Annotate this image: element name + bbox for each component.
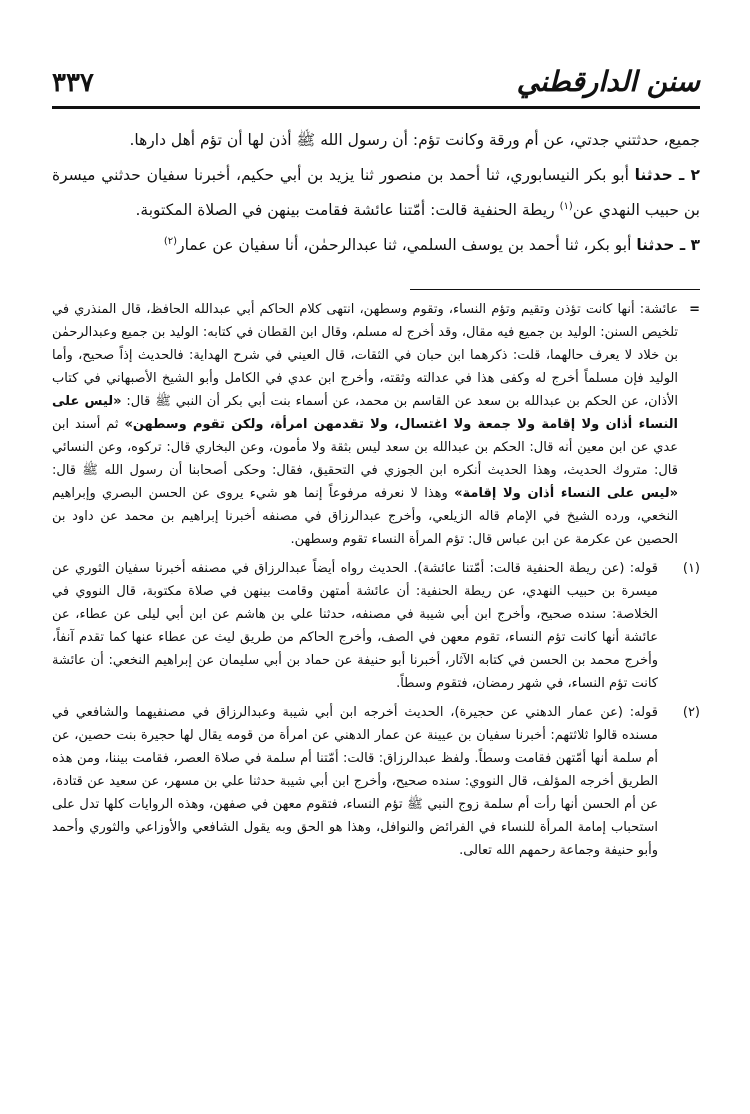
footnotes: [52, 298, 700, 862]
footnote-1-text: قوله: (عن ريطة الحنفية قالت: أمّتنا عائشة). الحديث رواه أيضاً عبدالرزاق في مصنفه أخبرنا سفيان الثوري عن ميسرة بن حبيب النهدي، عن ريطة الحنفية: أن عائشة أمتهن وقامت بينهن في صلاة مكتوبة، قال النووي في الخلاصة: سنده صحيح، وأخرج ابن أبي شيبة في مصنفه، حدثنا علي بن هاشم عن ابن أبي ليلى عن عطاء، عن عائشة أنها كانت تؤم النساء، تقوم معهن في الصف، وأخرج الحاكم من طريق ليث عن عطاء عنها كما تقدم آنفاً، وأخرج محمد بن الحسن في كتابه الآثار، أخبرنا أبو حنيفة عن حماد بن أبي سليمان عن إبراهيم النخعي: أن عائشة كانت تؤم النساء، في شهر رمضان، فتقوم وسطاً.: [52, 561, 658, 691]
footnote-continuation-quote-1: «ليس على النساء أذان ولا إقامة ولا جمعة ولا اغتسال، ولا تقدمهن امرأة، ولكن تقوم وسطهن»: [52, 394, 678, 432]
footnote-1: [52, 557, 700, 695]
footnote-2-text: قوله: (عن عمار الدهني عن حجيرة)، الحديث أخرجه ابن أبي شيبة وعبدالرزاق في مصنفيهما والشافعي في مسنده قالوا ثلاثتهم: أخبرنا سفيان بن عيينة عن عمار الدهني عن امرأة من قومه يقال لها حجيرة بنت حصين، عن أم سلمة أنها أمّتهن فقامت وسطاً. ولفظ عبدالرزاق: قالت: أمّتنا أم سلمة في صلاة العصر، فقامت بيننا، ومن هذه الطريق أخرجه المؤلف، قال النووي: سنده صحيح، وأخرج ابن أبي شيبة حدثنا علي بن مسهر، عن سعيد عن قتادة، عن أم الحسن أنها رأت أم سلمة زوج النبي ﷺ تؤم النساء، فتقوم معهن في صفهن، وهذه الروايات كلها تدل على استحباب إمامة المرأة للنساء في الفرائض والنوافل، وهذا هو الحق وبه يقول الشافعي والأوزاعي والثوري وأحمد وأبو حنيفة وجماعة رحمهم الله تعالى.: [52, 705, 658, 858]
footnote-continuation-text-2: ثم أسند ابن عدي عن ابن معين أنه قال: الحكم بن عبدالله بن سعد ليس بثقة ولا مأمون، وعن البخاري قال: تركوه، وعن النسائي قال: متروك الحديث، وهذا الحديث أنكره ابن الجوزي في التحقيق، فقال: وحكى أصحابنا أن رسول الله ﷺ قال:: [52, 417, 678, 478]
paragraph-1: [52, 123, 700, 158]
footnote-continuation: [52, 298, 700, 551]
footnote-2-number: (٢): [682, 705, 700, 720]
footnote-continuation-text-3: وهذا لا نعرفه مرفوعاً إنما هو شيء يروى عن الحسن البصري وإبراهيم النخعي، ورده الشيخ في الإمام قاله الزيلعي، وأخرج عبدالرزاق في مصنفه أخبرنا إبراهيم بن محمد عن داود بن الحصين عن عكرمة عن ابن عباس قال: تؤم المرأة النساء تقوم وسطهن.: [52, 486, 678, 547]
footnote-continuation-quote-2: «ليس على النساء أذان ولا إقامة»: [454, 486, 678, 501]
paragraph-3: [52, 228, 700, 263]
main-text: [52, 123, 700, 263]
footnote-ref-1[interactable]: (١): [559, 200, 573, 212]
paragraph-1-text: جميع، حدثتني جدتي، عن أم ورقة وكانت تؤم: أن رسول الله ﷺ أذن لها أن تؤم أهل دارها.: [129, 131, 700, 149]
hadith-2-text-b: ريطة الحنفية قالت: أمّتنا عائشة فقامت بينهن في الصلاة المكتوبة.: [135, 201, 560, 219]
paragraph-2: [52, 158, 700, 228]
hadith-3-text: أبو بكر، ثنا أحمد بن يوسف السلمي، ثنا عبدالرحمٰن، أنا سفيان عن عمار: [177, 236, 637, 254]
book-page: [52, 60, 700, 868]
hadith-3-lead: ٣ ـ حدثنا: [636, 236, 700, 254]
hadith-2-text-a: أبو بكر النيسابوري، ثنا أحمد بن منصور ثنا يزيد بن أبي حكيم، أخبرنا سفيان حدثني ميسرة بن حبيب النهدي عن: [52, 166, 700, 219]
continuation-mark: =: [689, 302, 700, 317]
footnote-continuation-text-1: عائشة: أنها كانت تؤذن وتقيم وتؤم النساء، وتقوم وسطهن، انتهى كلام الحاكم أبي عبدالله الحافظ، قال المنذري في تلخيص السنن: الوليد بن جميع فيه مقال، وقد أخرج له مسلم، وقال ابن القطان في كتابه: الوليد بن جميع وعبدالرحمٰن بن خلاد لا يعرف حالهما، قلت: ذكرهما ابن حبان في الثقات، قال العيني في شرح الهداية: فالحديث إذاً صحيح، وأما الوليد فإن مسلماً أخرج له وكفى هذا في عدالته وثقته، وأخرج ابن عدي في الكامل وأبو الشيخ الأصبهاني في كتاب الأذان، عن الحكم بن عبدالله بن سعد عن القاسم بن محمد، عن أسماء بنت أبي بكر أن النبي ﷺ قال:: [52, 302, 679, 409]
footnote-ref-2[interactable]: (٢): [163, 235, 178, 247]
footnote-1-number: (١): [682, 561, 700, 576]
footnote-separator: [410, 289, 700, 290]
running-title: سنن الدارقطني: [516, 65, 700, 98]
footnote-2: [52, 701, 700, 862]
page-number: ٣٣٧: [52, 68, 94, 98]
hadith-2-lead: ٢ ـ حدثنا: [634, 166, 700, 184]
page-header: [52, 60, 700, 109]
